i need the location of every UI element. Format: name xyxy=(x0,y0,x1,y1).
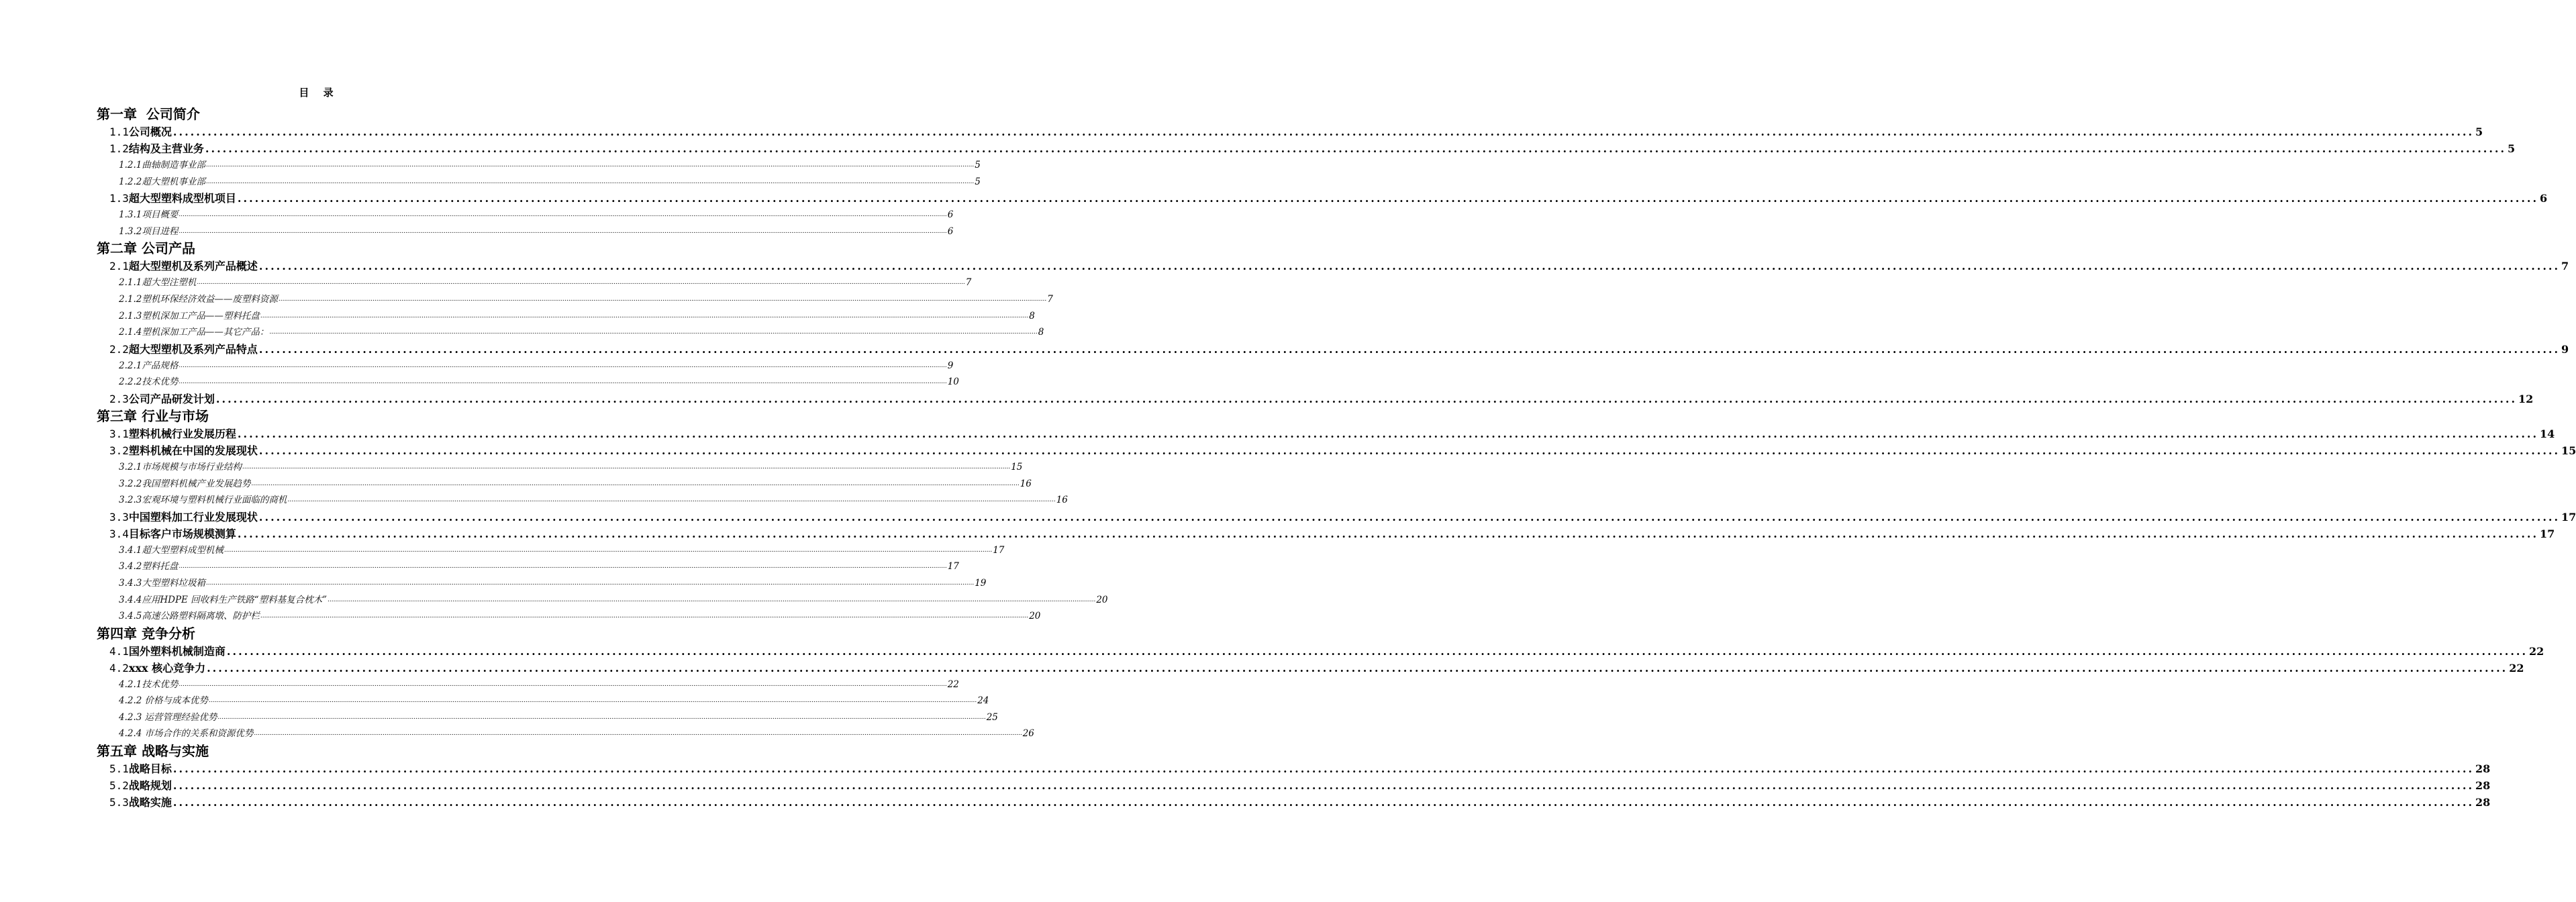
dot-leader: ................................................................................................................................................................................................................................................................................................................................................................................................................ xyxy=(278,295,1047,303)
toc-subsection[interactable] xyxy=(97,575,987,592)
toc-chapter[interactable] xyxy=(97,625,542,643)
toc-entry-label: 中国塑料加工行业发展现状 xyxy=(128,510,258,523)
toc-page-number: 28 xyxy=(2475,796,2491,809)
toc-chapter[interactable] xyxy=(97,407,542,425)
toc-page-number: 28 xyxy=(2475,762,2491,776)
toc-entry-number: 3.3 xyxy=(109,510,129,523)
toc-subsection[interactable] xyxy=(97,693,989,709)
toc-entry-label: 应用HDPE 回收料生产铁路“塑料基复合枕木” xyxy=(142,594,327,605)
toc-entry-number: 4.1 xyxy=(109,644,129,658)
toc-entry-label: 塑机深加工产品——塑料托盘 xyxy=(142,310,260,321)
toc-entry-number: 2.1.1 xyxy=(119,277,142,289)
toc-subsection[interactable] xyxy=(97,358,954,374)
dot-leader: ................................................................................................................................................................................................................................................................................................................................................................................................................ xyxy=(179,211,947,219)
toc-entry-label: 战略目标 xyxy=(128,762,172,776)
dot-leader: ................................................................................................................................................................................................................................................................................................................................................................................................................ xyxy=(172,796,2475,809)
dot-leader: ................................................................................................................................................................................................................................................................................................................................................................................................................ xyxy=(205,178,975,185)
toc-page-number: 17 xyxy=(2540,527,2555,540)
toc-entry-number: 4.2.3 xyxy=(119,711,142,723)
dot-leader: ................................................................................................................................................................................................................................................................................................................................................................................................................ xyxy=(226,644,2528,658)
toc-subsection[interactable] xyxy=(97,274,972,291)
toc-entry-label: 塑料托盘 xyxy=(142,561,179,572)
toc-chapter-label: 第二章 公司产品 xyxy=(97,240,195,257)
toc-section[interactable] xyxy=(97,525,2555,542)
dot-leader: ................................................................................................................................................................................................................................................................................................................................................................................................................ xyxy=(254,730,1022,738)
dot-leader: ................................................................................................................................................................................................................................................................................................................................................................................................................ xyxy=(208,697,977,705)
toc-page-number: 7 xyxy=(965,277,972,289)
toc-entry-label: 超大型塑机及系列产品概述 xyxy=(128,260,258,273)
toc-subsection[interactable] xyxy=(97,608,1041,625)
toc-page-number: 6 xyxy=(947,209,954,221)
toc-section[interactable] xyxy=(97,341,2569,358)
toc-entry-label: 高速公路塑料隔离墩、防护栏 xyxy=(142,611,260,622)
toc-section[interactable] xyxy=(97,425,2555,442)
toc-entry-label: 塑机环保经济效益——废塑料资源 xyxy=(142,293,278,305)
toc-entry-label: 超大塑机事业部 xyxy=(142,176,205,187)
dot-leader: ................................................................................................................................................................................................................................................................................................................................................................................................................ xyxy=(207,661,2508,674)
toc-page-number: 7 xyxy=(2561,260,2569,273)
toc-entry-label: 市场规模与市场行业结构 xyxy=(142,461,242,472)
toc-chapter[interactable] xyxy=(97,742,542,760)
toc-page-number: 28 xyxy=(2475,779,2491,793)
dot-leader: ................................................................................................................................................................................................................................................................................................................................................................................................................ xyxy=(179,362,947,369)
toc-page-number: 9 xyxy=(2561,342,2569,356)
toc-entry-number: 3.4.4 xyxy=(119,594,142,605)
toc-page-number: 5 xyxy=(2475,126,2483,138)
toc-entry-number: 3.4.5 xyxy=(119,611,142,622)
dot-leader: ................................................................................................................................................................................................................................................................................................................................................................................................................ xyxy=(237,427,2539,440)
toc-entry-label: 技术优势 xyxy=(142,679,179,690)
dot-leader: ................................................................................................................................................................................................................................................................................................................................................................................................................ xyxy=(205,142,2507,155)
toc-entry-number: 3.2.2 xyxy=(119,478,142,489)
toc-entry-number: 1.1 xyxy=(109,126,129,138)
toc-entry-number: 3.4.1 xyxy=(119,544,142,556)
toc-page-number: 16 xyxy=(1020,478,1032,489)
dot-leader: ................................................................................................................................................................................................................................................................................................................................................................................................................ xyxy=(224,546,993,554)
dot-leader: ................................................................................................................................................................................................................................................................................................................................................................................................................ xyxy=(260,312,1029,319)
toc-subsection[interactable] xyxy=(97,174,981,191)
dot-leader: ................................................................................................................................................................................................................................................................................................................................................................................................................ xyxy=(258,342,2561,356)
toc-page-number: 22 xyxy=(2509,661,2524,674)
toc-page-number: 17 xyxy=(993,544,1005,556)
toc-subsection[interactable] xyxy=(97,308,1035,325)
toc-entry-label: 战略规划 xyxy=(128,779,172,793)
toc-page-number: 20 xyxy=(1029,611,1041,622)
toc-entry-number: 1.3 xyxy=(109,192,129,205)
toc-section[interactable] xyxy=(97,643,2544,660)
toc-page-number: 24 xyxy=(977,695,989,707)
toc-subsection[interactable] xyxy=(97,558,959,575)
toc-page-number: 26 xyxy=(1022,728,1034,740)
toc-entry-label: 塑机深加工产品——其它产品： xyxy=(142,327,269,338)
dot-leader: ................................................................................................................................................................................................................................................................................................................................................................................................................ xyxy=(179,563,947,570)
toc-chapter-label: 第五章 战略与实施 xyxy=(97,743,209,760)
toc-entry-label: 超大型塑料成型机械 xyxy=(142,544,224,556)
toc-page-number: 22 xyxy=(947,679,959,690)
toc-page-number: 16 xyxy=(1056,495,1068,506)
toc-entry-label: 公司产品研发计划 xyxy=(128,392,215,405)
dot-leader: ................................................................................................................................................................................................................................................................................................................................................................................................................ xyxy=(328,596,1096,603)
toc-section[interactable] xyxy=(97,140,2516,157)
toc-entry-number: 4.2.4 xyxy=(119,728,142,740)
dot-leader: ................................................................................................................................................................................................................................................................................................................................................................................................................ xyxy=(205,162,975,168)
toc-entry-label: 超大型塑料成型机项目 xyxy=(128,192,236,205)
toc-entry-number: 4.2 xyxy=(109,661,129,674)
toc-entry-label: 技术优势 xyxy=(142,377,179,388)
toc-subsection[interactable] xyxy=(97,725,1034,742)
toc-section[interactable] xyxy=(97,442,2576,459)
toc-entry-number: 4.2.2 xyxy=(119,695,142,707)
toc-entry-number: 3.2.1 xyxy=(119,461,142,472)
toc-entry-number: 5.1 xyxy=(109,762,129,776)
toc-section[interactable] xyxy=(97,391,2534,407)
toc-subsection[interactable] xyxy=(97,676,959,693)
toc-entry-number: 2.2.2 xyxy=(119,377,142,388)
toc-entry-number: 2.1 xyxy=(109,260,129,273)
dot-leader: ................................................................................................................................................................................................................................................................................................................................................................................................................ xyxy=(172,126,2475,138)
toc-entry-label: 超大型塑机及系列产品特点 xyxy=(128,342,258,356)
dot-leader: ................................................................................................................................................................................................................................................................................................................................................................................................................ xyxy=(237,192,2539,205)
table-of-contents xyxy=(97,105,2576,811)
toc-section[interactable] xyxy=(97,258,2569,274)
toc-subsection[interactable] xyxy=(97,492,1068,509)
toc-page-number: 20 xyxy=(1096,594,1108,605)
toc-entry-number: 3.2 xyxy=(109,444,129,457)
toc-chapter-label: 第四章 竞争分析 xyxy=(97,625,195,642)
toc-subsection[interactable] xyxy=(97,324,1044,341)
toc-entry-label: 超大型注塑机 xyxy=(142,277,197,289)
toc-entry-number: 1.2 xyxy=(109,142,129,155)
toc-entry-number: 5.3 xyxy=(109,796,129,809)
toc-subsection[interactable] xyxy=(97,291,1053,308)
dot-leader: ................................................................................................................................................................................................................................................................................................................................................................................................................ xyxy=(179,681,947,688)
toc-section[interactable] xyxy=(97,760,2491,777)
toc-entry-number: 2.2 xyxy=(109,342,129,356)
toc-entry-number: 2.1.4 xyxy=(119,327,142,338)
toc-subsection[interactable] xyxy=(97,709,998,726)
toc-page-number: 25 xyxy=(986,711,998,723)
toc-entry-label: 我国塑料机械产业发展趋势 xyxy=(142,478,251,489)
toc-entry-label: 项目进程 xyxy=(142,225,179,237)
toc-page-number: 17 xyxy=(947,561,959,572)
toc-entry-number: 2.1.2 xyxy=(119,293,142,305)
toc-entry-number: 2.1.3 xyxy=(119,310,142,321)
toc-entry-number: 2.2.1 xyxy=(119,360,142,371)
toc-entry-number: 2.3 xyxy=(109,392,129,405)
toc-subsection[interactable] xyxy=(97,157,981,174)
toc-entry-number: 4.2.1 xyxy=(119,679,142,690)
dot-leader: ................................................................................................................................................................................................................................................................................................................................................................................................................ xyxy=(237,527,2539,540)
dot-leader: ................................................................................................................................................................................................................................................................................................................................................................................................................ xyxy=(258,510,2561,523)
toc-page-number: 5 xyxy=(2508,142,2516,155)
toc-page-number: 8 xyxy=(1029,310,1035,321)
toc-subsection[interactable] xyxy=(97,459,1023,476)
toc-entry-label: 结构及主营业务 xyxy=(128,142,204,155)
toc-subsection[interactable] xyxy=(97,592,1108,609)
toc-page-number: 10 xyxy=(947,377,959,388)
toc-entry-number: 3.4.2 xyxy=(119,561,142,572)
dot-leader: ................................................................................................................................................................................................................................................................................................................................................................................................................ xyxy=(269,329,1038,336)
toc-page-number: 12 xyxy=(2518,392,2534,405)
toc-page-number: 7 xyxy=(1047,293,1053,305)
toc-entry-number: 3.1 xyxy=(109,427,129,440)
toc-section[interactable] xyxy=(97,777,2491,794)
toc-chapter-label: 第三章 行业与市场 xyxy=(97,407,209,424)
toc-entry-label: 公司概况 xyxy=(128,126,172,138)
toc-page-number: 19 xyxy=(975,577,987,589)
toc-entry-label: 产品规格 xyxy=(142,360,179,371)
toc-entry-number: 1.2.1 xyxy=(119,160,142,170)
toc-page-number: 17 xyxy=(2561,510,2576,523)
dot-leader: ................................................................................................................................................................................................................................................................................................................................................................................................................ xyxy=(215,392,2518,405)
toc-entry-number: 5.2 xyxy=(109,779,129,793)
toc-section[interactable] xyxy=(97,123,2483,140)
dot-leader: ................................................................................................................................................................................................................................................................................................................................................................................................................ xyxy=(287,497,1056,504)
toc-entry-number: 1.2.2 xyxy=(119,176,142,187)
dot-leader: ................................................................................................................................................................................................................................................................................................................................................................................................................ xyxy=(172,779,2475,793)
toc-entry-label: 战略实施 xyxy=(128,796,172,809)
toc-entry-label: 塑料机械行业发展历程 xyxy=(128,427,236,440)
dot-leader: ................................................................................................................................................................................................................................................................................................................................................................................................................ xyxy=(242,463,1011,470)
toc-subsection[interactable] xyxy=(97,542,1005,559)
toc-chapter[interactable] xyxy=(97,105,542,123)
toc-page-number: 6 xyxy=(2540,192,2548,205)
toc-page-number: 8 xyxy=(1038,327,1044,338)
dot-leader: ................................................................................................................................................................................................................................................................................................................................................................................................................ xyxy=(172,762,2475,776)
toc-subsection[interactable] xyxy=(97,476,1032,493)
toc-title: 目 录 xyxy=(299,87,339,99)
dot-leader: ................................................................................................................................................................................................................................................................................................................................................................................................................ xyxy=(205,579,975,587)
dot-leader: ................................................................................................................................................................................................................................................................................................................................................................................................................ xyxy=(251,480,1020,487)
toc-page-number: 5 xyxy=(975,176,981,187)
toc-chapter[interactable] xyxy=(97,240,542,258)
toc-page-number: 15 xyxy=(1011,461,1023,472)
toc-section[interactable] xyxy=(97,794,2491,811)
dot-leader: ................................................................................................................................................................................................................................................................................................................................................................................................................ xyxy=(258,260,2561,273)
toc-entry-label: 市场合作的关系和资源优势 xyxy=(144,728,254,740)
toc-page-number: 6 xyxy=(947,225,954,237)
toc-entry-number: 1.3.1 xyxy=(119,209,142,221)
toc-subsection[interactable] xyxy=(97,223,954,240)
dot-leader: ................................................................................................................................................................................................................................................................................................................................................................................................................ xyxy=(258,444,2561,457)
toc-entry-number: 3.2.3 xyxy=(119,495,142,506)
toc-entry-label: 目标客户市场规模测算 xyxy=(128,527,236,540)
toc-page-number: 15 xyxy=(2561,444,2576,457)
dot-leader: ................................................................................................................................................................................................................................................................................................................................................................................................................ xyxy=(197,279,965,287)
toc-subsection[interactable] xyxy=(97,207,954,223)
toc-section[interactable] xyxy=(97,509,2576,525)
toc-section[interactable] xyxy=(97,190,2548,207)
toc-entry-number: 3.4.3 xyxy=(119,577,142,589)
toc-entry-label: 价格与成本优势 xyxy=(144,695,208,707)
toc-page-number: 5 xyxy=(975,160,981,170)
toc-entry-label: 运营管理经验优势 xyxy=(144,711,217,723)
dot-leader: ................................................................................................................................................................................................................................................................................................................................................................................................................ xyxy=(217,713,986,721)
toc-chapter-label: 第一章 公司简介 xyxy=(97,106,200,122)
dot-leader: ................................................................................................................................................................................................................................................................................................................................................................................................................ xyxy=(179,228,947,235)
toc-entry-number: 1.3.2 xyxy=(119,225,142,237)
toc-subsection[interactable] xyxy=(97,374,959,391)
toc-entry-label: 宏观环境与塑料机械行业面临的商机 xyxy=(142,495,287,506)
toc-page-number: 14 xyxy=(2540,427,2555,440)
toc-entry-label: 大型塑料垃圾箱 xyxy=(142,577,205,589)
toc-entry-label: 塑料机械在中国的发展现状 xyxy=(128,444,258,457)
toc-entry-label: 项目概要 xyxy=(142,209,179,221)
toc-section[interactable] xyxy=(97,660,2524,676)
toc-page-number: 22 xyxy=(2529,644,2544,658)
toc-entry-label: 国外塑料机械制造商 xyxy=(128,644,226,658)
dot-leader: ................................................................................................................................................................................................................................................................................................................................................................................................................ xyxy=(179,379,947,386)
toc-entry-label: xxx 核心竞争力 xyxy=(128,661,206,674)
toc-entry-label: 曲轴制造事业部 xyxy=(142,160,205,170)
toc-page-number: 9 xyxy=(947,360,954,371)
dot-leader: ................................................................................................................................................................................................................................................................................................................................................................................................................ xyxy=(260,613,1029,620)
toc-entry-number: 3.4 xyxy=(109,527,129,540)
